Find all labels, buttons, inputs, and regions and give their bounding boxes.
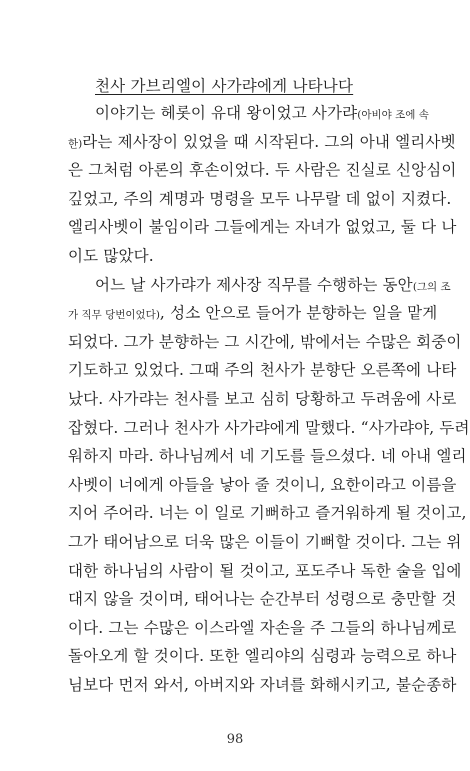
- text-line: [68, 128, 456, 157]
- text-line: [68, 271, 451, 300]
- line-text: 그가 태어남으로 더욱 많은 이들이 기뻐할 것이다. 그는 위: [68, 532, 462, 551]
- text-line: [68, 671, 457, 700]
- text-line: [68, 385, 457, 414]
- paragraph: [68, 271, 470, 700]
- line-text: 엘리사벳이 불임이라 그들에게는 자녀가 없었고, 둘 다 나: [68, 218, 457, 237]
- line-text: 지어 주어라. 너는 이 일로 기뻐하고 즐거워하게 될 것이고,: [68, 504, 467, 523]
- line-text: 라는 제사장이 있었을 때 시작된다. 그의 아내 엘리사벳: [82, 132, 456, 151]
- text-line: [68, 356, 457, 385]
- line-text: 님보다 먼저 와서, 아버지와 자녀를 화해시키고, 불순종하: [68, 675, 457, 694]
- annotation-text: (아비야 조에 속: [357, 109, 429, 121]
- line-text: 기도하고 있었다. 그때 주의 천사가 분향단 오른쪽에 나타: [68, 361, 457, 380]
- text-line: [68, 213, 457, 242]
- text-line: [68, 185, 452, 214]
- text-line: [68, 528, 462, 557]
- text-line: [68, 242, 423, 271]
- line-text: 이도 많았다.: [68, 246, 154, 265]
- line-text: 되었다. 그가 분향하는 그 시간에, 밖에서는 수많은 회중이: [68, 332, 462, 351]
- line-text: 워하지 마라. 하나님께서 네 기도를 들으셨다. 네 아내 엘리: [68, 447, 467, 466]
- line-text: 대한 하나님의 사람이 될 것이고, 포도주나 독한 술을 입에: [68, 561, 462, 580]
- line-text: 잡혔다. 그러나 천사가 사가랴에게 말했다. “사가랴야, 두려: [68, 418, 470, 437]
- annotation-text: 가 직무 당번이었다): [68, 309, 160, 322]
- section-title: 천사 가브리엘이 사가랴에게 나타나다: [95, 77, 354, 95]
- page-number: 98: [226, 732, 244, 747]
- text-line: [68, 585, 457, 614]
- text-line: [68, 328, 462, 357]
- text-line: [68, 99, 429, 128]
- line-text: 이다. 그는 수많은 이스라엘 자손을 주 그들의 하나님께로: [68, 618, 457, 637]
- text-line: [68, 156, 457, 185]
- line-text: 깊었고, 주의 계명과 명령을 모두 나무랄 데 없이 지켰다.: [68, 189, 452, 208]
- line-text: 이야기는 헤롯이 유대 왕이었고 사가랴: [95, 104, 358, 122]
- text-line: [68, 557, 462, 586]
- line-text: 돌아오게 할 것이다. 또한 엘리야의 심령과 능력으로 하나: [68, 647, 457, 666]
- text-line: [68, 642, 457, 671]
- annotation-text: (그의 조: [412, 280, 451, 293]
- text-line: [68, 414, 470, 443]
- body-text: [68, 99, 470, 699]
- line-text: 대지 않을 것이며, 태어나는 순간부터 성령으로 충만할 것: [68, 590, 457, 609]
- text-line: [68, 614, 457, 643]
- line-text: 났다. 사가랴는 천사를 보고 심히 당황하고 두려움에 사로: [68, 389, 457, 408]
- text-line: [68, 499, 467, 528]
- line-text: 은 그처럼 아론의 후손이었다. 두 사람은 진실로 신앙심이: [68, 161, 457, 180]
- annotation-text: 한): [68, 137, 83, 150]
- text-line: [68, 471, 457, 500]
- text-line: [68, 299, 438, 328]
- line-text: 사벳이 너에게 아들을 낳아 줄 것이니, 요한이라고 이름을: [68, 475, 457, 494]
- line-text: 어느 날 사가랴가 제사장 직무를 수행하는 동안: [95, 275, 413, 294]
- line-text: , 성소 안으로 들어가 분향하는 일을 맡게: [159, 304, 438, 323]
- text-line: [68, 442, 467, 471]
- paragraph: [68, 99, 457, 271]
